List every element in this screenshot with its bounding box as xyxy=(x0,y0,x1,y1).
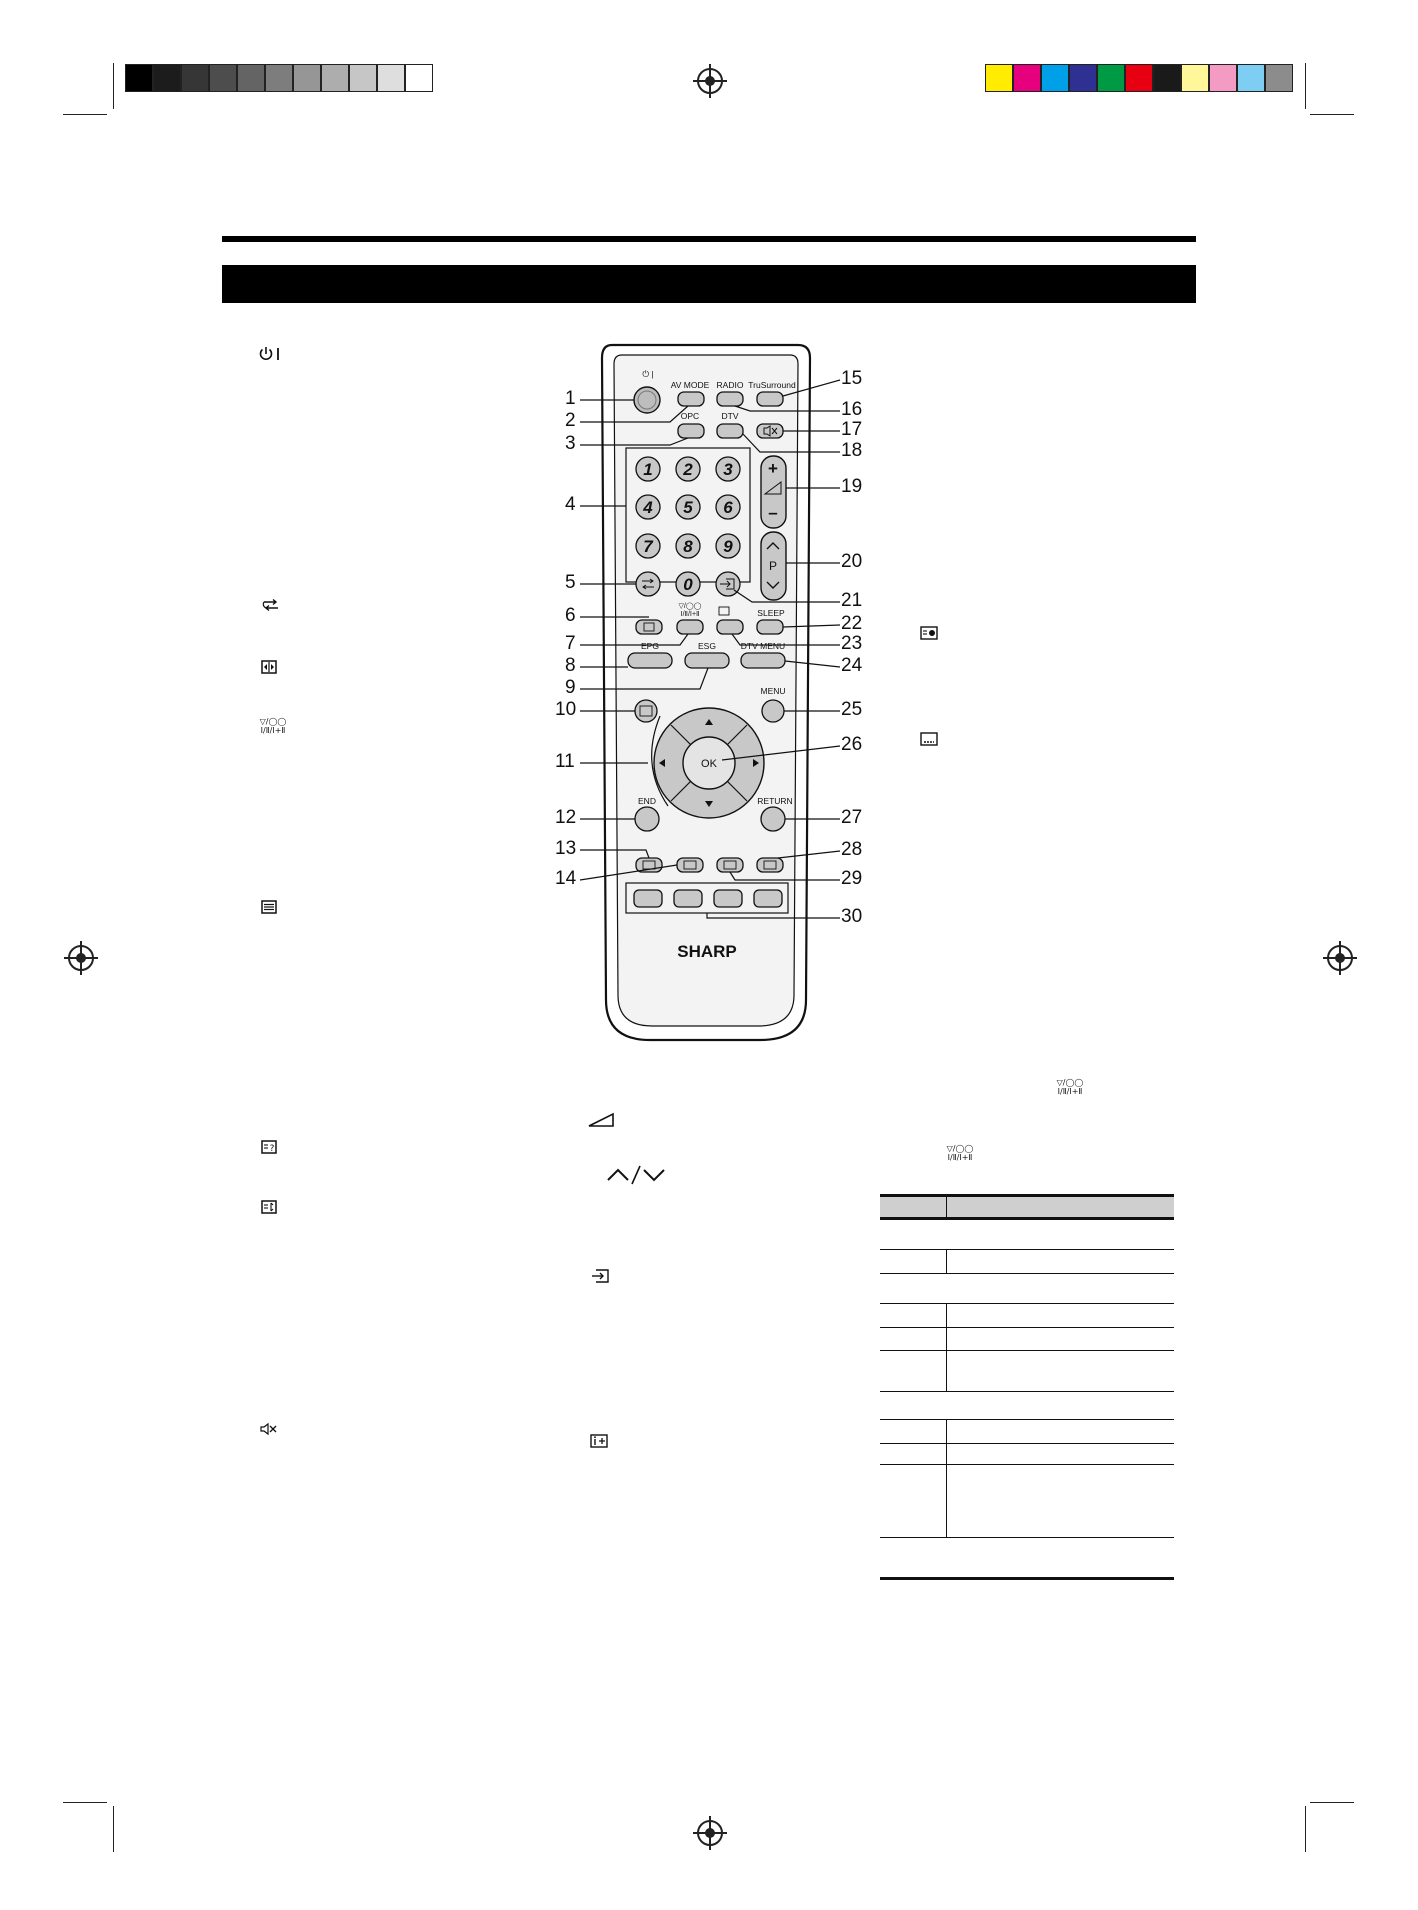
callout-number: 24 xyxy=(841,655,863,676)
color-swatch xyxy=(1041,64,1069,92)
table-column-divider xyxy=(946,1419,947,1537)
teletext-button[interactable] xyxy=(635,700,657,722)
dtv-menu-button[interactable] xyxy=(741,653,785,668)
ok-label: OK xyxy=(701,758,717,770)
table-row-rule xyxy=(880,1419,1174,1420)
radio-label: RADIO xyxy=(716,380,744,390)
callout-number: 5 xyxy=(565,572,576,593)
callout-number: 1 xyxy=(565,388,576,409)
color-swatch xyxy=(321,64,349,92)
color-swatch xyxy=(1209,64,1237,92)
sound-mode-bottom: Ⅰ/Ⅱ/Ⅰ+Ⅱ xyxy=(947,1153,973,1162)
color-swatch xyxy=(125,64,153,92)
crop-mark xyxy=(63,1802,107,1803)
crop-mark xyxy=(1310,1802,1354,1803)
esg-button[interactable] xyxy=(685,653,729,668)
color-swatch xyxy=(377,64,405,92)
digit-label: 3 xyxy=(723,460,733,479)
table-bottom-rule xyxy=(880,1577,1174,1580)
color-swatch xyxy=(1237,64,1265,92)
color-swatch xyxy=(985,64,1013,92)
digit-label: 7 xyxy=(643,537,653,556)
mute-icon xyxy=(259,1422,279,1436)
digit-label: 8 xyxy=(683,537,693,556)
subpage-icon xyxy=(920,626,938,640)
callout-number: 4 xyxy=(565,494,576,515)
crop-mark xyxy=(63,114,107,115)
callout-number: 16 xyxy=(841,399,863,420)
green-button[interactable] xyxy=(674,890,702,907)
input-source-icon xyxy=(590,1268,610,1284)
av-mode-label: AV MODE xyxy=(670,380,710,390)
menu-label: MENU xyxy=(760,686,786,696)
callout-number: 12 xyxy=(555,807,577,828)
opc-label: OPC xyxy=(680,411,700,421)
table-row-rule xyxy=(880,1273,1174,1274)
color-swatch xyxy=(237,64,265,92)
callout-number: 10 xyxy=(555,699,577,720)
registration-mark xyxy=(697,68,723,94)
color-swatch xyxy=(1013,64,1041,92)
volume-plus-label: + xyxy=(768,459,778,478)
callout-number: 27 xyxy=(841,807,863,828)
end-button[interactable] xyxy=(635,807,659,831)
color-swatch xyxy=(1265,64,1293,92)
color-swatch xyxy=(349,64,377,92)
callout-number: 26 xyxy=(841,734,863,755)
end-label: END xyxy=(638,796,656,806)
callout-number: 11 xyxy=(555,751,575,772)
crop-mark xyxy=(1305,63,1306,109)
callout-number: 19 xyxy=(841,476,863,497)
callout-number: 8 xyxy=(565,655,576,676)
sound-mode-top: ▽/◯◯ xyxy=(946,1144,974,1153)
sleep-label: SLEEP xyxy=(757,608,785,618)
wide-mode-icon xyxy=(261,660,277,674)
power-label: ⏻ | xyxy=(642,369,654,379)
registration-mark xyxy=(1327,945,1353,971)
wide-mode-button[interactable] xyxy=(636,620,662,634)
color-swatch xyxy=(293,64,321,92)
dtv-button[interactable] xyxy=(717,424,743,438)
callout-number: 17 xyxy=(841,419,863,440)
dtv-menu-label: DTV MENU xyxy=(740,641,786,651)
callout-number: 15 xyxy=(841,368,863,389)
subpage-button[interactable] xyxy=(757,858,783,872)
power-icon xyxy=(258,345,284,365)
digit-label: 5 xyxy=(683,498,693,517)
sleep-button[interactable] xyxy=(757,620,783,634)
callout-number: 25 xyxy=(841,699,863,720)
info-icon xyxy=(590,1434,608,1448)
callout-number: 2 xyxy=(565,410,576,431)
hold-button[interactable] xyxy=(677,858,703,872)
table-row-rule xyxy=(880,1327,1174,1328)
radio-button[interactable] xyxy=(717,392,743,406)
table-column-divider xyxy=(946,1249,947,1273)
color-swatch xyxy=(209,64,237,92)
callout-number: 14 xyxy=(555,868,577,889)
color-swatch xyxy=(1069,64,1097,92)
trusurround-button[interactable] xyxy=(757,392,783,406)
digit-label: 1 xyxy=(643,460,653,479)
sound-mode-top: ▽/◯◯ xyxy=(259,717,287,726)
blue-button[interactable] xyxy=(754,890,782,907)
flashback-button[interactable] xyxy=(636,572,660,596)
sound-mode-bottom: Ⅰ/Ⅱ/Ⅰ+Ⅱ xyxy=(1057,1087,1083,1096)
sound-mode-top: ▽/◯◯ xyxy=(1056,1078,1084,1087)
table-row-rule xyxy=(880,1537,1174,1538)
crop-mark xyxy=(113,1806,114,1852)
esg-label: ESG xyxy=(698,641,716,651)
color-swatch xyxy=(1097,64,1125,92)
table-row-rule xyxy=(880,1391,1174,1392)
volume-minus-label: – xyxy=(768,503,778,522)
color-swatch xyxy=(181,64,209,92)
digit-label: 6 xyxy=(723,498,733,517)
callout-number: 22 xyxy=(841,613,863,634)
trusurround-label: TruSurround xyxy=(748,380,796,390)
table-header-divider xyxy=(946,1197,947,1217)
color-swatch xyxy=(1181,64,1209,92)
callout-number: 21 xyxy=(841,590,863,611)
table-row-rule xyxy=(880,1303,1174,1304)
svg-text:?: ? xyxy=(269,1144,275,1154)
callout-number: 29 xyxy=(841,868,863,889)
dtv-label: DTV xyxy=(721,411,739,421)
sound-mode-button[interactable] xyxy=(677,620,703,634)
callout-number: 7 xyxy=(565,633,576,654)
table-row-rule xyxy=(880,1464,1174,1465)
av-mode-button[interactable] xyxy=(678,392,704,406)
table-row-rule xyxy=(880,1249,1174,1250)
table-column-divider xyxy=(946,1303,947,1391)
digit-label: 2 xyxy=(683,460,693,479)
teletext-icon xyxy=(261,900,277,914)
channel-up-down-icon xyxy=(606,1164,670,1186)
yellow-button[interactable] xyxy=(714,890,742,907)
channel-p-label: P xyxy=(768,559,778,573)
table-header xyxy=(880,1194,1174,1220)
sound-mode-bottom: Ⅰ/Ⅱ/Ⅰ+Ⅱ xyxy=(260,726,286,735)
callout-number: 18 xyxy=(841,440,863,461)
reveal-icon xyxy=(261,1140,277,1154)
flashback-icon xyxy=(260,598,282,614)
callout-number: 6 xyxy=(565,605,576,626)
sound-mode-top: ▽/◯◯ xyxy=(678,603,702,610)
crop-mark xyxy=(1310,114,1354,115)
table-row-rule xyxy=(880,1350,1174,1351)
color-swatch xyxy=(153,64,181,92)
menu-button[interactable] xyxy=(762,700,784,722)
section-title-bar xyxy=(222,265,1196,303)
opc-button[interactable] xyxy=(678,424,704,438)
subtitle-button[interactable] xyxy=(717,858,743,872)
header-rule xyxy=(222,236,1196,242)
color-swatch xyxy=(265,64,293,92)
remote-control-illustration xyxy=(550,335,880,1055)
return-button[interactable] xyxy=(761,807,785,831)
callout-number: 30 xyxy=(841,906,863,927)
digit-label: 9 xyxy=(723,537,733,556)
color-swatch xyxy=(405,64,433,92)
sound-mode-bottom: Ⅰ/Ⅱ/Ⅰ+Ⅱ xyxy=(680,611,700,618)
sound-mode-icon xyxy=(1050,1078,1090,1096)
callout-number: 3 xyxy=(565,433,576,454)
sound-mode-icon xyxy=(253,717,293,735)
hold-icon xyxy=(261,1200,277,1214)
callout-number: 9 xyxy=(565,677,576,698)
callout-number: 13 xyxy=(555,838,577,859)
callout-number: 28 xyxy=(841,839,863,860)
info-button[interactable] xyxy=(717,620,743,634)
subtitle-icon xyxy=(920,732,938,746)
brand-logo: SHARP xyxy=(677,942,737,961)
color-swatch xyxy=(1153,64,1181,92)
registration-mark xyxy=(68,945,94,971)
digit-label: 4 xyxy=(643,498,653,517)
red-button[interactable] xyxy=(634,890,662,907)
callout-number: 23 xyxy=(841,633,863,654)
table-row-rule xyxy=(880,1443,1174,1444)
color-swatch xyxy=(1125,64,1153,92)
epg-button[interactable] xyxy=(628,653,672,668)
volume-icon xyxy=(587,1112,615,1128)
registration-mark xyxy=(697,1820,723,1846)
digit-label: 0 xyxy=(683,575,693,594)
epg-label: EPG xyxy=(641,641,659,651)
crop-mark xyxy=(1305,1806,1306,1852)
crop-mark xyxy=(113,63,114,109)
callout-number: 20 xyxy=(841,551,863,572)
return-label: RETURN xyxy=(757,796,793,806)
sound-mode-icon xyxy=(940,1144,980,1162)
